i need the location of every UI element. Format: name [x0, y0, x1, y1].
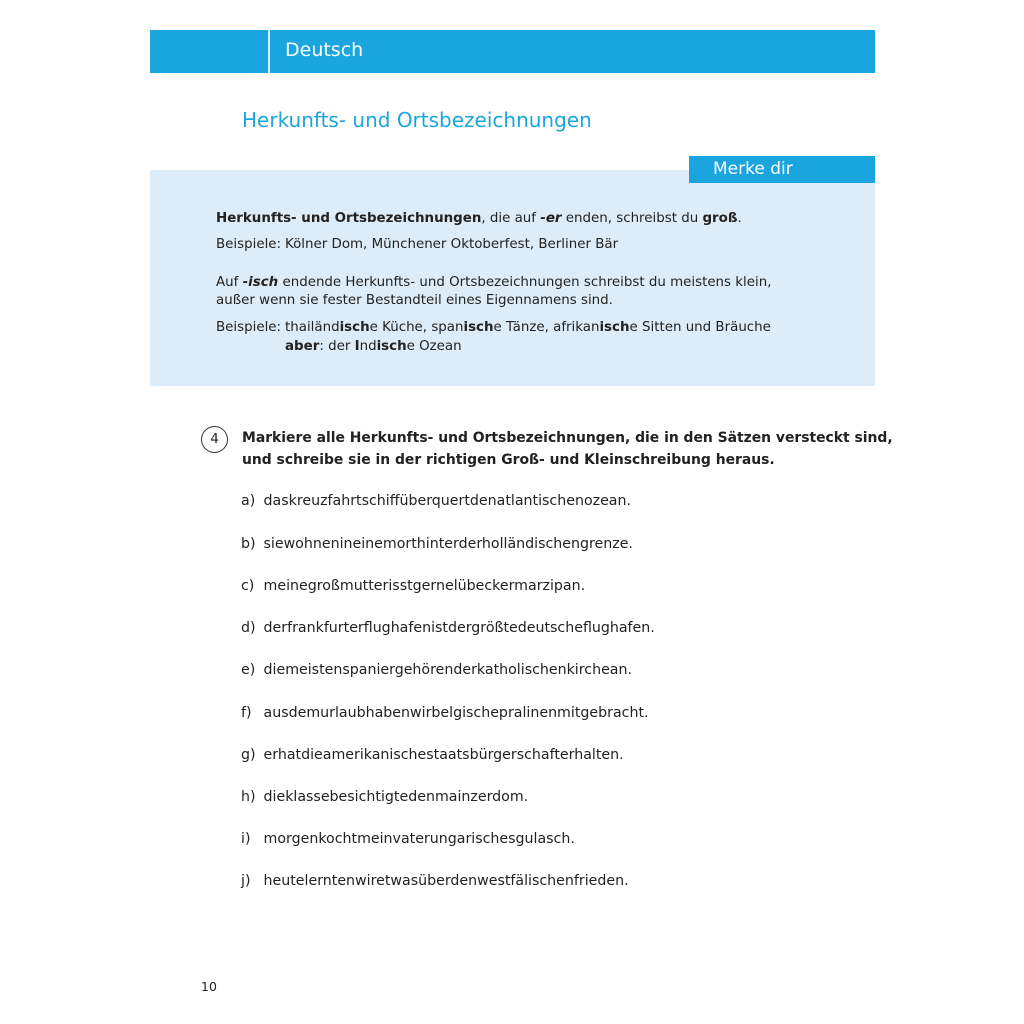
exercise-letter: d): [241, 620, 256, 636]
examples-2-text: [285, 320, 771, 335]
exercise-sentence: heutelerntenwiretwasüberdenwestfälischenfrieden.: [263, 873, 629, 889]
rule-1: [216, 210, 742, 228]
task-instruction-line-2: und schreibe sie in der richtigen Groß- und Kleinschreibung heraus.: [242, 452, 775, 468]
exercise-letter: j): [241, 873, 251, 889]
exercise-letter: i): [241, 831, 251, 847]
exercise-sentence: ausdemurlaubhabenwirbelgischepralinenmitgebracht.: [263, 705, 649, 721]
exercise-item: [241, 788, 528, 806]
text-fragment: thailänd: [285, 320, 340, 335]
aber-label: aber: [285, 339, 320, 354]
rule-2-text-b: endende Herkunfts- und Ortsbezeichnungen schreibst du meistens klein,: [278, 275, 772, 290]
text-fragment: e Ozean: [406, 339, 462, 354]
subject-header-bar: [150, 30, 875, 73]
exercise-item: [241, 661, 632, 679]
examples-2: [216, 319, 771, 337]
page-title: Herkunfts- und Ortsbezeichnungen: [242, 108, 592, 132]
text-fragment: e Sitten und Bräuche: [629, 320, 771, 335]
exercise-letter: g): [241, 747, 256, 763]
text-fragment: isch: [599, 320, 630, 335]
exercise-item: [241, 830, 575, 848]
exercise-letter: e): [241, 662, 256, 678]
exercise-sentence: diemeistenspaniergehörenderkatholischenkirchean.: [263, 662, 632, 678]
rule-2-text-a: Auf: [216, 275, 243, 290]
exercise-letter: f): [241, 705, 252, 721]
rule-1-text-end: .: [737, 211, 742, 226]
exercise-letter: c): [241, 578, 255, 594]
exercise-item: [241, 619, 655, 637]
rule-2: [216, 274, 771, 292]
exercise-item: [241, 872, 629, 890]
task-instruction-line-1: Markiere alle Herkunfts- und Ortsbezeichnungen, die in den Sätzen versteckt sind,: [242, 430, 893, 446]
exercise-sentence: daskreuzfahrtschiffüberquertdenatlantischenozean.: [263, 493, 631, 509]
examples-1-text: Kölner Dom, Münchener Oktoberfest, Berliner Bär: [285, 237, 619, 252]
exercise-sentence: meinegroßmutterisstgernelübeckermarzipan.: [263, 578, 586, 594]
rule-2-line-2: außer wenn sie fester Bestandteil eines Eigennamens sind.: [216, 293, 613, 308]
text-fragment: isch: [376, 339, 407, 354]
text-fragment: : der: [319, 339, 355, 354]
text-fragment: isch: [339, 320, 370, 335]
exercise-sentence: morgenkochtmeinvaterungarischesgulasch.: [263, 831, 575, 847]
rule-1-bold-end: groß: [702, 211, 738, 226]
rule-1-text-a: , die auf: [481, 211, 541, 226]
text-fragment: e Tänze,: [493, 320, 554, 335]
header-divider: [268, 30, 270, 73]
merke-tab: Merke dir: [689, 156, 875, 183]
rule-1-text-b: enden, schreibst du: [561, 211, 703, 226]
text-fragment: I: [354, 339, 360, 354]
text-fragment: e Küche,: [369, 320, 432, 335]
exercise-letter: h): [241, 789, 256, 805]
aber-text: [319, 339, 461, 354]
text-fragment: afrikan: [553, 320, 600, 335]
exercise-item: [241, 704, 649, 722]
exercise-item: [241, 535, 633, 553]
text-fragment: isch: [463, 320, 494, 335]
examples-1: [216, 236, 618, 254]
examples-2-aber: [285, 338, 462, 356]
exercise-item: [241, 492, 631, 510]
text-fragment: nd: [359, 339, 377, 354]
rule-1-term: Herkunfts- und Ortsbezeichnungen: [216, 211, 482, 226]
exercise-item: [241, 746, 624, 764]
exercise-letter: a): [241, 493, 256, 509]
subject-title: Deutsch: [285, 39, 364, 61]
rule-2-suffix: -isch: [242, 275, 279, 290]
task-number-circle: 4: [201, 426, 228, 453]
examples-2-label: Beispiele:: [216, 320, 282, 335]
rule-1-suffix: -er: [540, 211, 562, 226]
exercise-sentence: erhatdieamerikanischestaatsbürgerschafterhalten.: [263, 747, 624, 763]
exercise-item: [241, 577, 585, 595]
exercise-sentence: dieklassebesichtigtedenmainzerdom.: [263, 789, 529, 805]
exercise-letter: b): [241, 536, 256, 552]
examples-1-label: Beispiele:: [216, 237, 282, 252]
page-number: 10: [201, 979, 217, 994]
exercise-sentence: siewohnenineinemorthinterderholländischengrenze.: [263, 536, 633, 552]
text-fragment: span: [431, 320, 464, 335]
exercise-sentence: derfrankfurterflughafenistdergrößtedeutscheflughafen.: [263, 620, 655, 636]
